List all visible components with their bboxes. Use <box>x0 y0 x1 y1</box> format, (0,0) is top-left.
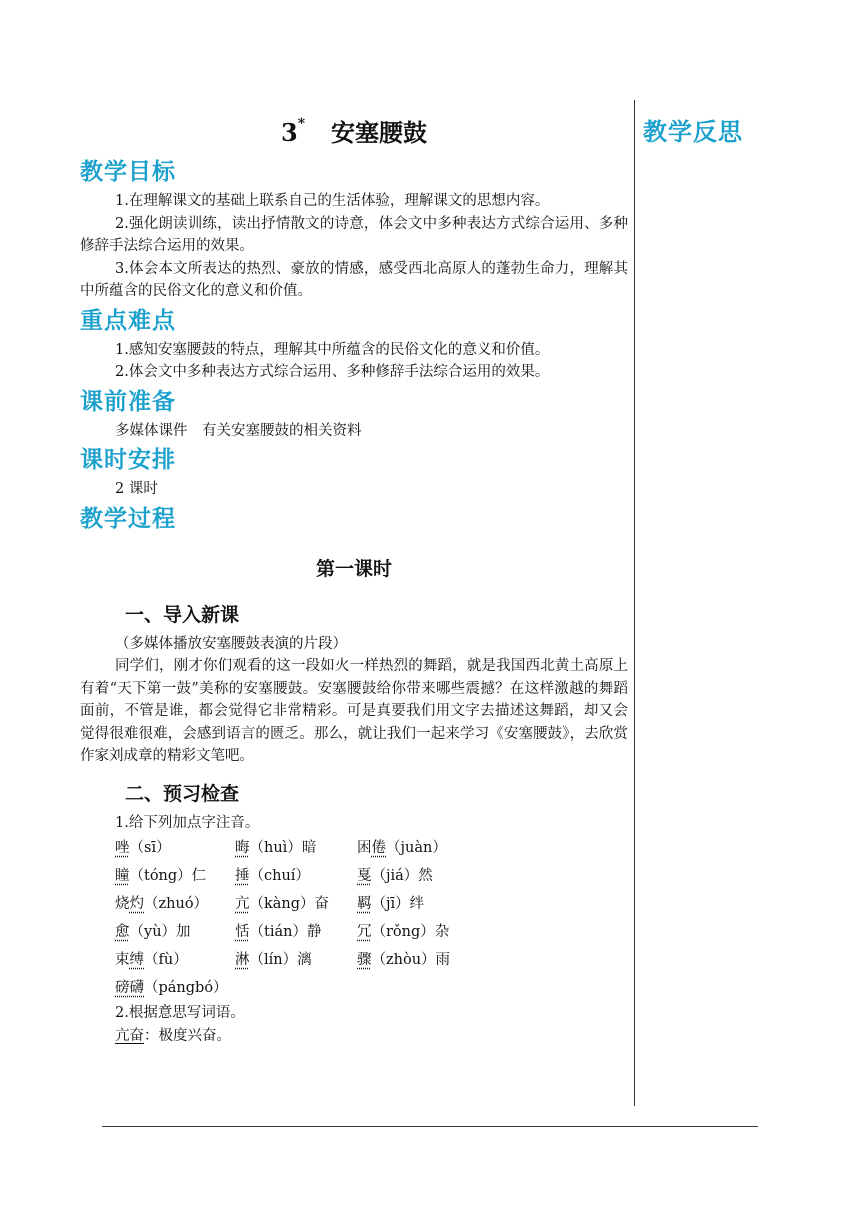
lesson-name: 安塞腰鼓 <box>331 118 428 147</box>
vocab-definition <box>80 1025 628 1048</box>
vocab-term: 亢奋 <box>115 1027 144 1044</box>
objective-item: 2.强化朗读训练，读出抒情散文的诗意，体会文中多种表达方式综合运用、多种修辞手法综合运用的效果。 <box>80 215 628 254</box>
objectives-heading: 教学目标 <box>80 159 176 185</box>
lesson-title <box>80 108 628 148</box>
reflection-heading: 教学反思 <box>643 118 743 146</box>
pinyin-item: 愈（yù）加 <box>115 924 191 940</box>
period-title: 第一课时 <box>315 557 392 580</box>
key-point-item: 1.感知安塞腰鼓的特点，理解其中所蕴含的民俗文化的意义和价值。 <box>115 341 550 358</box>
pinyin-item: 唑（sī） <box>115 840 171 856</box>
objective-item: 3.体会本文所表达的热烈、豪放的情感，感受西北高原人的蓬勃生命力，理解其中所蕴含的民俗文化的意义和价值。 <box>80 260 628 299</box>
pinyin-item: 瞳（tóng）仁 <box>115 868 207 884</box>
pinyin-row <box>115 834 628 862</box>
pinyin-item: 亢（kàng）奋 <box>235 896 330 912</box>
pinyin-item: 晦（huì）暗 <box>235 840 317 856</box>
objective-item: 1.在理解课文的基础上联系自己的生活体验，理解课文的思想内容。 <box>115 193 550 209</box>
column-divider <box>634 100 635 1106</box>
pinyin-item: 捶（chuí） <box>235 868 310 884</box>
footer-rule <box>102 1126 758 1127</box>
pinyin-row <box>115 918 628 946</box>
preparation-text: 多媒体课件 有关安塞腰鼓的相关资料 <box>115 422 362 439</box>
key-point-item: 2.体会文中多种表达方式综合运用、多种修辞手法综合运用的效果。 <box>115 364 550 380</box>
pinyin-item: 羁（jī）绊 <box>357 896 425 912</box>
intro-note: （多媒体播放安塞腰鼓表演的片段） <box>115 635 347 652</box>
pinyin-item: 骤（zhòu）雨 <box>357 952 451 968</box>
pinyin-row <box>115 946 628 974</box>
pinyin-item: 淋（lín）漓 <box>235 952 312 968</box>
pinyin-item: 束缚（fù） <box>115 952 188 968</box>
pinyin-item: 冗（rǒng）杂 <box>357 924 450 940</box>
question-2: 2.根据意思写词语。 <box>115 1005 245 1021</box>
lesson-number: 3 <box>280 118 298 147</box>
pinyin-row <box>115 890 628 918</box>
pinyin-item: 烧灼（zhuó） <box>115 896 209 912</box>
preparation-heading: 课前准备 <box>80 388 176 415</box>
pinyin-item: 困倦（juàn） <box>357 840 447 856</box>
pinyin-item: 磅礴（pángbó） <box>115 980 228 996</box>
pinyin-row <box>115 862 628 890</box>
optional-lesson-star: * <box>297 116 306 132</box>
schedule-heading: 课时安排 <box>80 447 176 473</box>
schedule-text: 2 课时 <box>115 481 158 497</box>
pinyin-row <box>115 974 628 1002</box>
intro-text: 同学们，刚才你们观看的这一段如火一样热烈的舞蹈，就是我国西北黄土高原上有着“天下第一鼓”美称的安塞腰鼓。安塞腰鼓给你带来哪些震撼？在这样激越的舞蹈面前，不管是谁，都会觉得它非常精彩。可是真要我们用文字去描述这舞蹈，却又会觉得很难很难，会感到语言的匮乏。那么，就让我们一起来学习《安塞腰鼓》，去欣赏作家刘成章的精彩文笔吧。 <box>80 658 628 764</box>
pinyin-grid <box>80 834 628 1002</box>
vocab-meaning: ：极度兴奋。 <box>144 1027 231 1044</box>
key-points-heading: 重点难点 <box>80 307 176 334</box>
process-heading: 教学过程 <box>80 505 176 532</box>
intro-heading: 一、导入新课 <box>125 603 240 626</box>
pinyin-item: 恬（tián）静 <box>235 924 322 940</box>
lesson-plan-body <box>80 108 628 1047</box>
preview-heading: 二、预习检查 <box>125 782 240 805</box>
question-1: 1.给下列加点字注音。 <box>115 814 260 831</box>
pinyin-item: 戛（jiá）然 <box>357 868 433 884</box>
